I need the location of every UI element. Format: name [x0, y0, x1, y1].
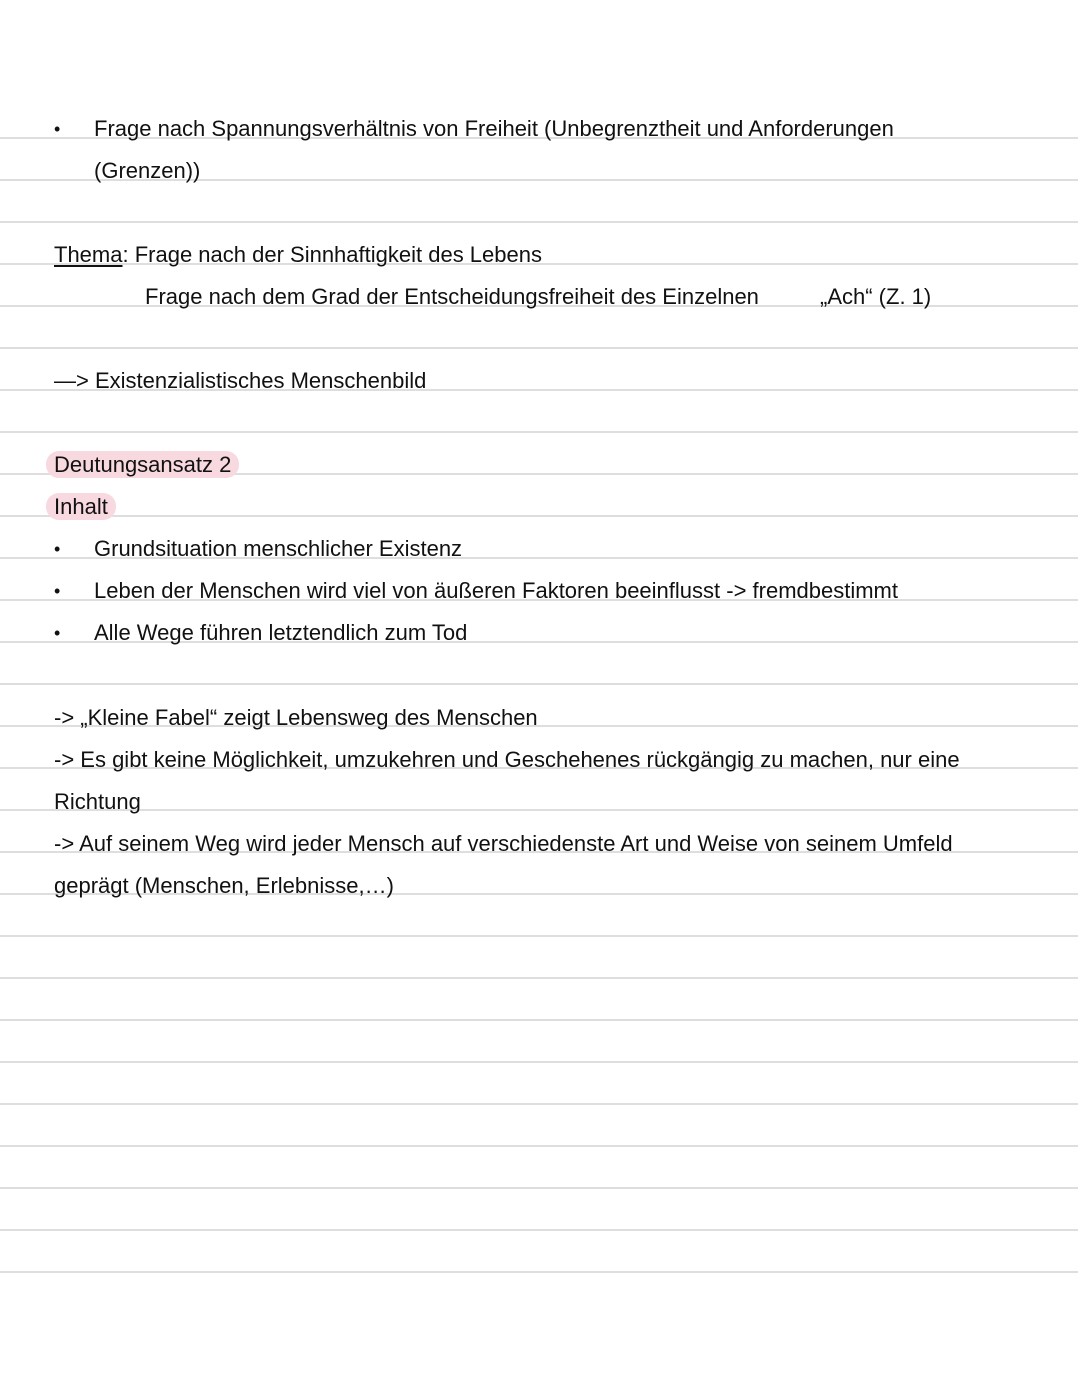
- bullet-text: Frage nach Spannungsverhältnis von Freiheit (Unbegrenztheit und Anforderungen: [94, 116, 894, 141]
- ruled-line: [0, 515, 1078, 517]
- ruled-line: [0, 1061, 1078, 1063]
- bullet-icon: •: [54, 623, 61, 643]
- ruled-line: [0, 935, 1078, 937]
- ruled-line: [0, 1103, 1078, 1105]
- ruled-line: [0, 1229, 1078, 1231]
- ruled-line: [0, 977, 1078, 979]
- subheading-highlight: Inhalt: [46, 493, 116, 520]
- bullet-text: Leben der Menschen wird viel von äußeren Faktoren beeinflusst -> fremdbestimmt: [94, 578, 898, 603]
- bullet-text: Grundsituation menschlicher Existenz: [94, 536, 463, 561]
- thema-text: : Frage nach der Sinnhaftigkeit des Lebens: [122, 242, 542, 267]
- ruled-line: [0, 809, 1078, 811]
- ruled-line: [0, 1145, 1078, 1147]
- bullet-icon: •: [54, 581, 61, 601]
- note-text: -> Es gibt keine Möglichkeit, umzukehren und Geschehenes rückgängig zu machen, nur eine: [54, 747, 960, 772]
- bullet-icon: •: [54, 119, 61, 139]
- ruled-line: [0, 1019, 1078, 1021]
- thema-label: Thema: [54, 242, 123, 267]
- bullet-icon: •: [54, 539, 61, 559]
- ruled-line: [0, 347, 1078, 349]
- note-text: geprägt (Menschen, Erlebnisse,…): [54, 873, 394, 898]
- thema-text-2: Frage nach dem Grad der Entscheidungsfreiheit des Einzelnen: [145, 284, 759, 309]
- ruled-line: [0, 1271, 1078, 1273]
- conclusion-text: —> Existenzialistisches Menschenbild: [54, 368, 427, 393]
- ruled-line: [0, 221, 1078, 223]
- bullet-text: Alle Wege führen letztendlich zum Tod: [94, 620, 468, 645]
- ruled-line: [0, 1187, 1078, 1189]
- heading-highlight: Deutungsansatz 2: [46, 451, 239, 478]
- ruled-line: [0, 431, 1078, 433]
- quote-reference: „Ach“ (Z. 1): [820, 284, 932, 309]
- note-text: -> Auf seinem Weg wird jeder Mensch auf verschiedenste Art und Weise von seinem Umfeld: [54, 831, 953, 856]
- note-text: Richtung: [54, 789, 141, 814]
- bullet-text-continued: (Grenzen)): [94, 158, 201, 183]
- ruled-line: [0, 683, 1078, 685]
- note-text: -> „Kleine Fabel“ zeigt Lebensweg des Menschen: [54, 705, 538, 730]
